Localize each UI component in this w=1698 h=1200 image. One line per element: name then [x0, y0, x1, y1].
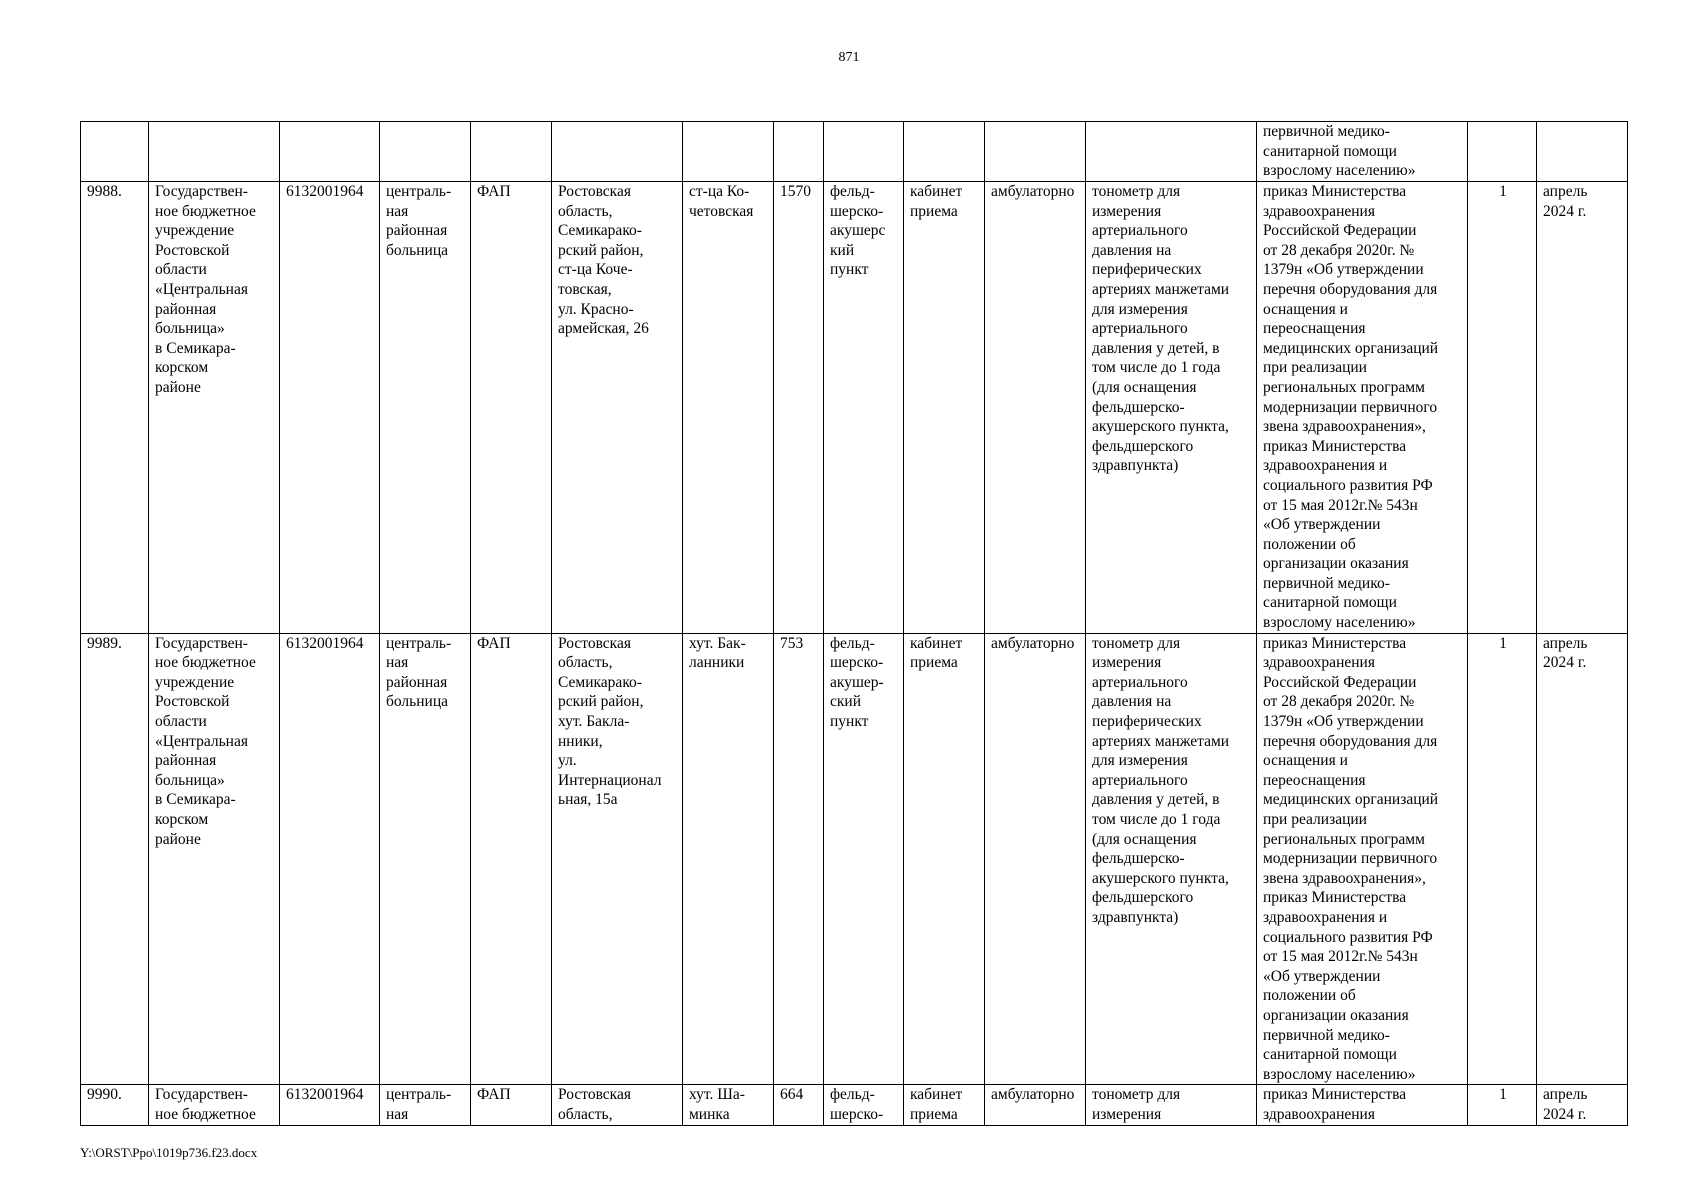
cell-number: 9988. [81, 182, 149, 634]
table-row [81, 182, 1628, 634]
cell-number: 9990. [81, 1085, 149, 1125]
cell-population: 664 [774, 1085, 824, 1125]
cell-room: кабинет приема [904, 633, 985, 1085]
cell-settlement: хут. Ша- минка [683, 1085, 774, 1125]
cell-organization: Государствен- ное бюджетное [149, 1085, 280, 1125]
cell-equipment: тонометр для измерения [1086, 1085, 1257, 1125]
cell-basis: приказ Министерства здравоохранения [1257, 1085, 1468, 1125]
cell-mode: амбулаторно [985, 1085, 1086, 1125]
cell-empty [380, 122, 471, 182]
cell-empty [81, 122, 149, 182]
cell-quantity: 1 [1468, 633, 1537, 1085]
cell-inn: 6132001964 [280, 633, 380, 1085]
cell-facility-kind: ФАП [471, 182, 552, 634]
cell-empty [1086, 122, 1257, 182]
table-row [81, 633, 1628, 1085]
cell-number: 9989. [81, 633, 149, 1085]
cell-room: кабинет приема [904, 1085, 985, 1125]
cell-population: 1570 [774, 182, 824, 634]
cell-unit: фельд- шерско- акушерс кий пункт [824, 182, 904, 634]
cell-unit: фельд- шерско- [824, 1085, 904, 1125]
cell-quantity: 1 [1468, 1085, 1537, 1125]
cell-address: Ростовская область, Семикарако- рский район, ст-ца Коче- товская, ул. Красно- армейская, 26 [552, 182, 683, 634]
cell-room: кабинет приема [904, 182, 985, 634]
cell-organization: Государствен- ное бюджетное учреждение Ростовской области «Центральная районная больница» в Семикара- корском районе [149, 633, 280, 1085]
cell-basis: первичной медико- санитарной помощи взрослому населению» [1257, 122, 1468, 182]
cell-mode: амбулаторно [985, 182, 1086, 634]
cell-empty [985, 122, 1086, 182]
cell-population: 753 [774, 633, 824, 1085]
cell-inn: 6132001964 [280, 182, 380, 634]
cell-date: апрель 2024 г. [1537, 182, 1628, 634]
cell-quantity: 1 [1468, 182, 1537, 634]
cell-date: апрель 2024 г. [1537, 1085, 1628, 1125]
cell-empty [904, 122, 985, 182]
footer-file-path: Y:\ORST\Ppo\1019p736.f23.docx [80, 1145, 258, 1160]
cell-inn: 6132001964 [280, 1085, 380, 1125]
cell-empty [471, 122, 552, 182]
cell-equipment: тонометр для измерения артериального давления на периферических артериях манжетами для измерения артериального давления у детей, в том числе до 1 года (для оснащения фельдшерско- акушерского пункта, фельдшерского здравпункта) [1086, 182, 1257, 634]
cell-empty [149, 122, 280, 182]
cell-empty [552, 122, 683, 182]
cell-unit: фельд- шерско- акушер- ский пункт [824, 633, 904, 1085]
cell-organization: Государствен- ное бюджетное учреждение Ростовской области «Центральная районная больница» в Семикара- корском районе [149, 182, 280, 634]
equipment-table [80, 121, 1628, 1126]
cell-address: Ростовская область, Семикарако- рский район, хут. Бакла- нники, ул. Интернационал ьная, 15а [552, 633, 683, 1085]
cell-empty [280, 122, 380, 182]
cell-empty [824, 122, 904, 182]
cell-empty [774, 122, 824, 182]
cell-empty [683, 122, 774, 182]
page-number: 871 [838, 50, 860, 65]
cell-date: апрель 2024 г. [1537, 633, 1628, 1085]
cell-basis: приказ Министерства здравоохранения Российской Федерации от 28 декабря 2020г. № 1379н «Об утверждении перечня оборудования для оснащения и переоснащения медицинских организаций при реализации региональных программ модернизации первичного звена здравоохранения», приказ Министерства здравоохранения и социального развития РФ от 15 мая 2012г.№ 543н «Об утверждении положении об организации оказания первичной медико- санитарной помощи взрослому населению» [1257, 633, 1468, 1085]
cell-facility-kind: ФАП [471, 1085, 552, 1125]
cell-equipment: тонометр для измерения артериального давления на периферических артериях манжетами для измерения артериального давления у детей, в том числе до 1 года (для оснащения фельдшерско- акушерского пункта, фельдшерского здравпункта) [1086, 633, 1257, 1085]
cell-settlement: хут. Бак- ланники [683, 633, 774, 1085]
cell-org-type: централь- ная районная больница [380, 182, 471, 634]
table-row [81, 1085, 1628, 1125]
cell-settlement: ст-ца Ко- четовская [683, 182, 774, 634]
cell-empty [1537, 122, 1628, 182]
cell-basis: приказ Министерства здравоохранения Российской Федерации от 28 декабря 2020г. № 1379н «Об утверждении перечня оборудования для оснащения и переоснащения медицинских организаций при реализации региональных программ модернизации первичного звена здравоохранения», приказ Министерства здравоохранения и социального развития РФ от 15 мая 2012г.№ 543н «Об утверждении положении об организации оказания первичной медико- санитарной помощи взрослому населению» [1257, 182, 1468, 634]
cell-facility-kind: ФАП [471, 633, 552, 1085]
table-row-continued [81, 122, 1628, 182]
cell-org-type: централь- ная [380, 1085, 471, 1125]
cell-mode: амбулаторно [985, 633, 1086, 1085]
cell-org-type: централь- ная районная больница [380, 633, 471, 1085]
cell-empty [1468, 122, 1537, 182]
cell-address: Ростовская область, [552, 1085, 683, 1125]
